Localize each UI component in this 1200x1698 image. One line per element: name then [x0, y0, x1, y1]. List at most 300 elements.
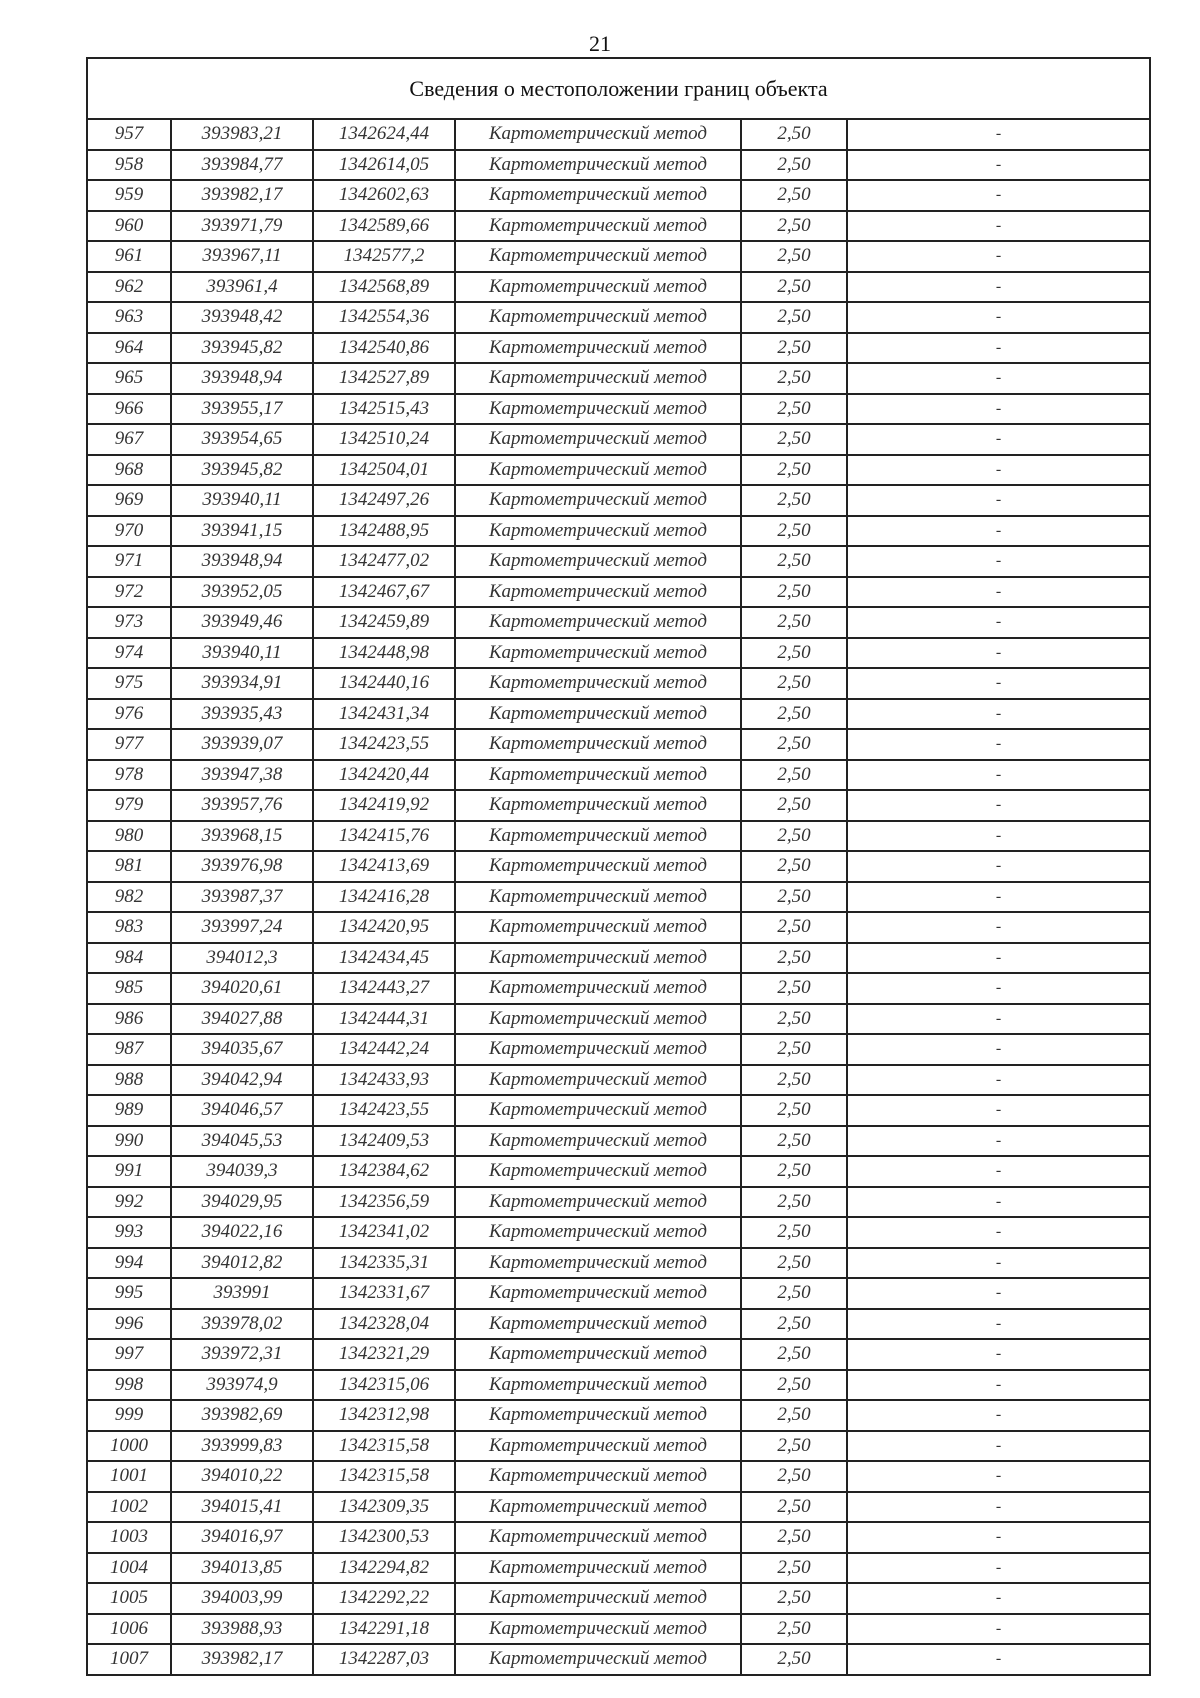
table-row: [88, 973, 1149, 1004]
y-coordinate-cell: 1342602,63: [313, 180, 455, 211]
x-coordinate-cell: 393978,02: [171, 1309, 313, 1340]
method-cell: Картометрический метод: [455, 1583, 741, 1614]
note-cell: -: [847, 1278, 1149, 1309]
note-cell: -: [847, 120, 1149, 150]
table-row: [88, 180, 1149, 211]
note-cell: -: [995, 1650, 1002, 1668]
point-number-cell: 958: [88, 150, 171, 181]
method-cell: Картометрический метод: [455, 821, 741, 852]
note-cell: -: [847, 1309, 1149, 1340]
y-coordinate-cell: 1342309,35: [313, 1492, 455, 1523]
point-number-cell: 964: [88, 333, 171, 364]
accuracy-cell: 2,50: [741, 1553, 847, 1584]
note-cell: -: [847, 729, 1149, 760]
accuracy-cell: 2,50: [741, 851, 847, 882]
point-number-cell: 986: [88, 1004, 171, 1035]
note-cell: -: [847, 1461, 1149, 1492]
table-row: [88, 150, 1149, 181]
y-coordinate-cell: 1342504,01: [313, 455, 455, 486]
y-coordinate-cell: 1342420,95: [313, 912, 455, 943]
y-coordinate-cell: 1342589,66: [313, 211, 455, 242]
method-cell: Картометрический метод: [455, 1400, 741, 1431]
y-coordinate-cell: 1342416,28: [313, 882, 455, 913]
x-coordinate-cell: 394039,3: [171, 1156, 313, 1187]
table-title: Сведения о местоположении границ объекта: [88, 59, 1149, 120]
method-cell: Картометрический метод: [455, 1339, 741, 1370]
method-cell: Картометрический метод: [455, 1095, 741, 1126]
y-coordinate-cell: 1342459,89: [313, 607, 455, 638]
y-coordinate-cell: 1342515,43: [313, 394, 455, 425]
method-cell: Картометрический метод: [455, 120, 741, 150]
note-cell: -: [847, 272, 1149, 303]
method-cell: Картометрический метод: [455, 943, 741, 974]
accuracy-cell: 2,50: [741, 1431, 847, 1462]
point-number-cell: 987: [88, 1034, 171, 1065]
method-cell: Картометрический метод: [455, 150, 741, 181]
x-coordinate-cell: 393949,46: [171, 607, 313, 638]
accuracy-cell: 2,50: [741, 333, 847, 364]
y-coordinate-cell: 1342614,05: [313, 150, 455, 181]
table-row: [88, 577, 1149, 608]
y-coordinate-cell: 1342467,67: [313, 577, 455, 608]
method-cell: Картометрический метод: [455, 302, 741, 333]
table-row: [88, 546, 1149, 577]
method-cell: Картометрический метод: [455, 516, 741, 547]
note-cell: -: [847, 1095, 1149, 1126]
table-row: [88, 729, 1149, 760]
table-row: [88, 1644, 1149, 1674]
table-row: [88, 1004, 1149, 1035]
method-cell: Картометрический метод: [455, 1370, 741, 1401]
y-coordinate-cell: 1342431,34: [313, 699, 455, 730]
note-cell: -: [847, 912, 1149, 943]
table-row: [88, 333, 1149, 364]
note-cell: -: [847, 333, 1149, 364]
x-coordinate-cell: 393948,42: [171, 302, 313, 333]
note-cell: -: [847, 577, 1149, 608]
method-cell: Картометрический метод: [455, 912, 741, 943]
accuracy-cell: 2,50: [741, 485, 847, 516]
y-coordinate-cell: 1342488,95: [313, 516, 455, 547]
note-cell: -: [847, 1065, 1149, 1096]
x-coordinate-cell: 394003,99: [171, 1583, 313, 1614]
y-coordinate-cell: 1342315,58: [313, 1431, 455, 1462]
point-number-cell: 985: [88, 973, 171, 1004]
note-cell: -: [847, 180, 1149, 211]
point-number-cell: 998: [88, 1370, 171, 1401]
x-coordinate-cell: 393934,91: [171, 668, 313, 699]
note-cell: -: [847, 668, 1149, 699]
table-row: [88, 1034, 1149, 1065]
y-coordinate-cell: 1342291,18: [313, 1614, 455, 1645]
point-number-cell: 989: [88, 1095, 171, 1126]
method-cell: Картометрический метод: [455, 668, 741, 699]
note-cell: -: [847, 1034, 1149, 1065]
point-number-cell: 990: [88, 1126, 171, 1157]
x-coordinate-cell: 394027,88: [171, 1004, 313, 1035]
x-coordinate-cell: 393952,05: [171, 577, 313, 608]
table-row: [88, 1095, 1149, 1126]
method-cell: Картометрический метод: [455, 546, 741, 577]
point-number-cell: 965: [88, 363, 171, 394]
table-row: [88, 912, 1149, 943]
accuracy-cell: 2,50: [741, 1065, 847, 1096]
accuracy-cell: 2,50: [741, 1095, 847, 1126]
method-cell: Картометрический метод: [455, 577, 741, 608]
table-row: [88, 1431, 1149, 1462]
y-coordinate-cell: 1342423,55: [313, 1095, 455, 1126]
table-row: [88, 1492, 1149, 1523]
point-number-cell: 974: [88, 638, 171, 669]
table-row: [88, 485, 1149, 516]
note-cell: -: [847, 302, 1149, 333]
x-coordinate-cell: 393940,11: [171, 638, 313, 669]
note-cell: -: [847, 1156, 1149, 1187]
note-cell: -: [847, 1339, 1149, 1370]
method-cell: Картометрический метод: [455, 760, 741, 791]
accuracy-cell: 2,50: [741, 1400, 847, 1431]
x-coordinate-cell: 393935,43: [171, 699, 313, 730]
x-coordinate-cell: 393976,98: [171, 851, 313, 882]
table-row: [88, 1278, 1149, 1309]
y-coordinate-cell: 1342292,22: [313, 1583, 455, 1614]
point-number-cell: 1007: [88, 1644, 171, 1674]
method-cell: Картометрический метод: [455, 973, 741, 1004]
point-number-cell: 960: [88, 211, 171, 242]
x-coordinate-cell: 393984,77: [171, 150, 313, 181]
x-coordinate-cell: 393983,21: [171, 120, 313, 150]
point-number-cell: 988: [88, 1065, 171, 1096]
method-cell: Картометрический метод: [455, 1644, 741, 1674]
accuracy-cell: 2,50: [741, 272, 847, 303]
accuracy-cell: 2,50: [741, 790, 847, 821]
accuracy-cell: 2,50: [741, 638, 847, 669]
point-number-cell: 963: [88, 302, 171, 333]
y-coordinate-cell: 1342443,27: [313, 973, 455, 1004]
page-number: 21: [589, 31, 611, 56]
note-cell: -: [847, 394, 1149, 425]
accuracy-cell: 2,50: [741, 760, 847, 791]
accuracy-cell: 2,50: [741, 1004, 847, 1035]
point-number-cell: 962: [88, 272, 171, 303]
y-coordinate-cell: 1342331,67: [313, 1278, 455, 1309]
accuracy-cell: 2,50: [741, 1614, 847, 1645]
y-coordinate-cell: 1342423,55: [313, 729, 455, 760]
point-number-cell: 978: [88, 760, 171, 791]
accuracy-cell: 2,50: [741, 1339, 847, 1370]
table-row: [88, 241, 1149, 272]
accuracy-cell: 2,50: [741, 1034, 847, 1065]
y-coordinate-cell: 1342477,02: [313, 546, 455, 577]
point-number-cell: 1002: [88, 1492, 171, 1523]
point-number-cell: 1006: [88, 1614, 171, 1645]
table-row: [88, 120, 1149, 150]
x-coordinate-cell: 394010,22: [171, 1461, 313, 1492]
method-cell: Картометрический метод: [455, 638, 741, 669]
table-row: [88, 1522, 1149, 1553]
method-cell: Картометрический метод: [455, 424, 741, 455]
x-coordinate-cell: 393955,17: [171, 394, 313, 425]
table-row: [88, 1248, 1149, 1279]
method-cell: Картометрический метод: [455, 790, 741, 821]
table-row: [88, 1065, 1149, 1096]
x-coordinate-cell: 393961,4: [171, 272, 313, 303]
method-cell: Картометрический метод: [455, 241, 741, 272]
method-cell: Картометрический метод: [455, 1034, 741, 1065]
y-coordinate-cell: 1342413,69: [313, 851, 455, 882]
x-coordinate-cell: 393948,94: [171, 363, 313, 394]
point-number-cell: 994: [88, 1248, 171, 1279]
method-cell: Картометрический метод: [455, 1553, 741, 1584]
point-number-cell: 991: [88, 1156, 171, 1187]
table-row: [88, 1309, 1149, 1340]
accuracy-cell: 2,50: [741, 120, 847, 150]
note-cell: -: [847, 1187, 1149, 1218]
x-coordinate-cell: 394029,95: [171, 1187, 313, 1218]
x-coordinate-cell: 394016,97: [171, 1522, 313, 1553]
point-number-cell: 972: [88, 577, 171, 608]
note-cell: -: [847, 363, 1149, 394]
point-number-cell: 977: [88, 729, 171, 760]
x-coordinate-cell: 393968,15: [171, 821, 313, 852]
point-number-cell: 979: [88, 790, 171, 821]
accuracy-cell: 2,50: [741, 363, 847, 394]
method-cell: Картометрический метод: [455, 699, 741, 730]
note-cell: -: [847, 150, 1149, 181]
y-coordinate-cell: 1342434,45: [313, 943, 455, 974]
method-cell: Картометрический метод: [455, 1492, 741, 1523]
method-cell: Картометрический метод: [455, 729, 741, 760]
point-number-cell: 981: [88, 851, 171, 882]
y-coordinate-cell: 1342497,26: [313, 485, 455, 516]
y-coordinate-cell: 1342356,59: [313, 1187, 455, 1218]
x-coordinate-cell: 394035,67: [171, 1034, 313, 1065]
accuracy-cell: 2,50: [741, 1217, 847, 1248]
table-row: [88, 272, 1149, 303]
method-cell: Картометрический метод: [455, 1004, 741, 1035]
y-coordinate-cell: 1342409,53: [313, 1126, 455, 1157]
point-number-cell: 966: [88, 394, 171, 425]
x-coordinate-cell: 394013,85: [171, 1553, 313, 1584]
point-number-cell: 967: [88, 424, 171, 455]
point-number-cell: 999: [88, 1400, 171, 1431]
x-coordinate-cell: 394022,16: [171, 1217, 313, 1248]
note-cell: -: [847, 699, 1149, 730]
table-body: [88, 120, 1149, 1674]
method-cell: Картометрический метод: [455, 1431, 741, 1462]
table-row: [88, 1339, 1149, 1370]
y-coordinate-cell: 1342341,02: [313, 1217, 455, 1248]
x-coordinate-cell: 393982,17: [171, 180, 313, 211]
point-number-cell: 959: [88, 180, 171, 211]
point-number-cell: 993: [88, 1217, 171, 1248]
method-cell: Картометрический метод: [455, 1309, 741, 1340]
accuracy-cell: 2,50: [741, 516, 847, 547]
accuracy-cell: 2,50: [741, 241, 847, 272]
y-coordinate-cell: 1342420,44: [313, 760, 455, 791]
note-cell: -: [847, 424, 1149, 455]
note-cell: -: [847, 1217, 1149, 1248]
table-row: [88, 943, 1149, 974]
point-number-cell: 976: [88, 699, 171, 730]
y-coordinate-cell: 1342384,62: [313, 1156, 455, 1187]
y-coordinate-cell: 1342444,31: [313, 1004, 455, 1035]
table-row: [88, 455, 1149, 486]
x-coordinate-cell: 393991: [171, 1278, 313, 1309]
x-coordinate-cell: 393982,17: [171, 1644, 313, 1674]
table-row: [88, 1614, 1149, 1645]
x-coordinate-cell: 394042,94: [171, 1065, 313, 1096]
point-number-cell: 1003: [88, 1522, 171, 1553]
accuracy-cell: 2,50: [741, 668, 847, 699]
table-row: [88, 1217, 1149, 1248]
point-number-cell: 983: [88, 912, 171, 943]
x-coordinate-cell: 393945,82: [171, 333, 313, 364]
accuracy-cell: 2,50: [741, 1492, 847, 1523]
y-coordinate-cell: 1342577,2: [313, 241, 455, 272]
table-row: [88, 638, 1149, 669]
note-cell: -: [847, 546, 1149, 577]
x-coordinate-cell: 393999,83: [171, 1431, 313, 1462]
y-coordinate-cell: 1342624,44: [313, 120, 455, 150]
note-cell: -: [847, 851, 1149, 882]
y-coordinate-cell: 1342419,92: [313, 790, 455, 821]
table-row: [88, 1126, 1149, 1157]
x-coordinate-cell: 393945,82: [171, 455, 313, 486]
table-row: [88, 363, 1149, 394]
note-cell: -: [847, 1614, 1149, 1645]
x-coordinate-cell: 394015,41: [171, 1492, 313, 1523]
note-cell: -: [847, 455, 1149, 486]
method-cell: Картометрический метод: [455, 1065, 741, 1096]
note-cell: -: [847, 1522, 1149, 1553]
point-number-cell: 982: [88, 882, 171, 913]
accuracy-cell: 2,50: [741, 1309, 847, 1340]
x-coordinate-cell: 394012,82: [171, 1248, 313, 1279]
accuracy-cell: 2,50: [741, 1248, 847, 1279]
method-cell: Картометрический метод: [455, 180, 741, 211]
method-cell: Картометрический метод: [455, 1461, 741, 1492]
method-cell: Картометрический метод: [455, 1522, 741, 1553]
y-coordinate-cell: 1342448,98: [313, 638, 455, 669]
note-cell: -: [847, 882, 1149, 913]
table-row: [88, 302, 1149, 333]
note-cell: -: [847, 1248, 1149, 1279]
accuracy-cell: 2,50: [741, 1278, 847, 1309]
x-coordinate-cell: 393974,9: [171, 1370, 313, 1401]
table-row: [88, 394, 1149, 425]
y-coordinate-cell: 1342554,36: [313, 302, 455, 333]
note-cell: -: [847, 1004, 1149, 1035]
y-coordinate-cell: 1342321,29: [313, 1339, 455, 1370]
accuracy-cell: 2,50: [741, 729, 847, 760]
point-number-cell: 957: [88, 120, 171, 150]
x-coordinate-cell: 393972,31: [171, 1339, 313, 1370]
y-coordinate-cell: 1342510,24: [313, 424, 455, 455]
y-coordinate-cell: 1342312,98: [313, 1400, 455, 1431]
note-cell: -: [847, 1370, 1149, 1401]
method-cell: Картометрический метод: [455, 394, 741, 425]
accuracy-cell: 2,50: [741, 1461, 847, 1492]
x-coordinate-cell: 393971,79: [171, 211, 313, 242]
note-cell: -: [847, 516, 1149, 547]
point-number-cell: 969: [88, 485, 171, 516]
point-number-cell: 961: [88, 241, 171, 272]
accuracy-cell: 2,50: [741, 211, 847, 242]
y-coordinate-cell: 1342415,76: [313, 821, 455, 852]
note-cell: -: [847, 638, 1149, 669]
table-row: [88, 882, 1149, 913]
x-coordinate-cell: 393988,93: [171, 1614, 313, 1645]
method-cell: Картометрический метод: [455, 1187, 741, 1218]
x-coordinate-cell: 394020,61: [171, 973, 313, 1004]
y-coordinate-cell: 1342433,93: [313, 1065, 455, 1096]
accuracy-cell: 2,50: [741, 1156, 847, 1187]
point-number-cell: 968: [88, 455, 171, 486]
point-number-cell: 996: [88, 1309, 171, 1340]
note-cell: -: [847, 943, 1149, 974]
table-row: [88, 1461, 1149, 1492]
method-cell: Картометрический метод: [455, 1217, 741, 1248]
accuracy-cell: 2,50: [741, 1522, 847, 1553]
table-row: [88, 851, 1149, 882]
accuracy-cell: 2,50: [741, 821, 847, 852]
table-row: [88, 424, 1149, 455]
method-cell: Картометрический метод: [455, 882, 741, 913]
x-coordinate-cell: 393940,11: [171, 485, 313, 516]
note-cell: -: [847, 241, 1149, 272]
note-cell: -: [847, 821, 1149, 852]
point-number-cell: 1001: [88, 1461, 171, 1492]
x-coordinate-cell: 393967,11: [171, 241, 313, 272]
y-coordinate-cell: 1342335,31: [313, 1248, 455, 1279]
x-coordinate-cell: 393941,15: [171, 516, 313, 547]
table-row: [88, 1400, 1149, 1431]
method-cell: Картометрический метод: [455, 1614, 741, 1645]
table-row: [88, 516, 1149, 547]
accuracy-cell: 2,50: [741, 1644, 847, 1674]
table-row: [88, 790, 1149, 821]
x-coordinate-cell: 393948,94: [171, 546, 313, 577]
table-row: [88, 211, 1149, 242]
point-number-cell: 973: [88, 607, 171, 638]
x-coordinate-cell: 394045,53: [171, 1126, 313, 1157]
accuracy-cell: 2,50: [741, 912, 847, 943]
note-cell: -: [847, 485, 1149, 516]
method-cell: Картометрический метод: [455, 211, 741, 242]
point-number-cell: 992: [88, 1187, 171, 1218]
point-number-cell: 984: [88, 943, 171, 974]
note-cell: -: [847, 1553, 1149, 1584]
accuracy-cell: 2,50: [741, 394, 847, 425]
point-number-cell: 980: [88, 821, 171, 852]
note-cell: -: [847, 760, 1149, 791]
accuracy-cell: 2,50: [741, 302, 847, 333]
accuracy-cell: 2,50: [741, 424, 847, 455]
method-cell: Картометрический метод: [455, 333, 741, 364]
accuracy-cell: 2,50: [741, 1583, 847, 1614]
note-cell: -: [847, 1126, 1149, 1157]
accuracy-cell: 2,50: [741, 607, 847, 638]
accuracy-cell: 2,50: [741, 455, 847, 486]
accuracy-cell: 2,50: [741, 973, 847, 1004]
table-row: [88, 1583, 1149, 1614]
y-coordinate-cell: 1342568,89: [313, 272, 455, 303]
note-cell: -: [847, 1431, 1149, 1462]
table-row: [88, 1187, 1149, 1218]
method-cell: Картометрический метод: [455, 607, 741, 638]
point-number-cell: 1000: [88, 1431, 171, 1462]
